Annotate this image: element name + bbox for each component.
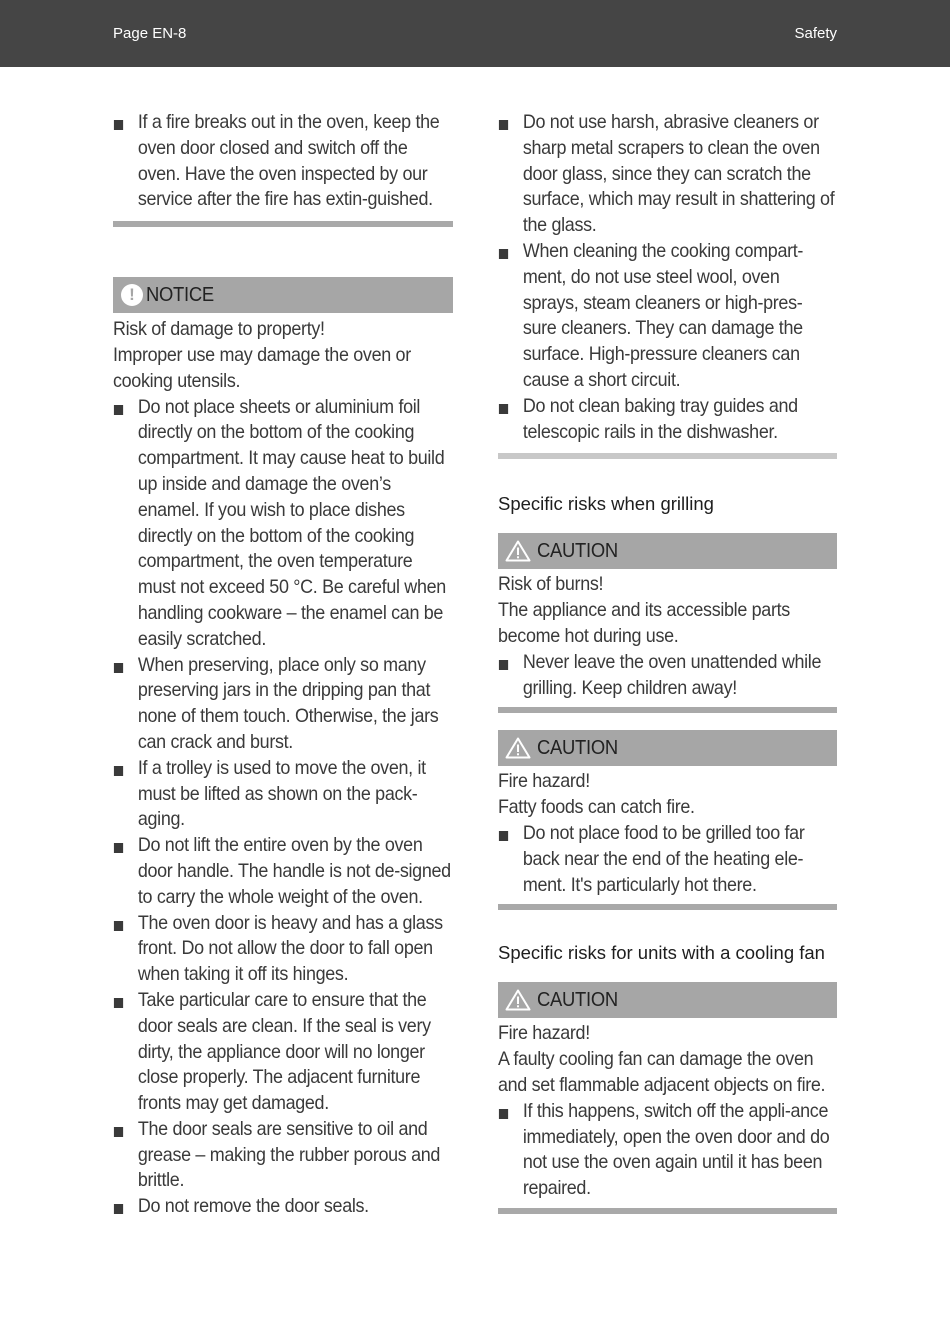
list-item: Do not clean baking tray guides and telescopic rails in the dishwasher. [498, 394, 835, 446]
page-number: Page EN-8 [113, 25, 187, 42]
list-item: Do not remove the door seals. [113, 1194, 451, 1220]
warning-triangle-icon [505, 540, 531, 562]
section-divider [498, 1208, 837, 1214]
caution-risk: Fire hazard! [498, 1022, 590, 1045]
section-divider [498, 904, 837, 910]
list-item: The oven door is heavy and has a glass front. Do not allow the door to fall open when taking it off its hinges. [113, 911, 451, 988]
section-divider [498, 453, 837, 459]
caution-banner [498, 982, 837, 1018]
caution-description: Fatty foods can catch fire. [498, 796, 695, 819]
caution-banner [498, 730, 837, 766]
list-item: When preserving, place only so many preserving jars in the dripping pan that none of them touch. Otherwise, the jars can crack and burst. [113, 653, 451, 756]
section-divider [498, 707, 837, 713]
caution-description: A faulty cooling fan can damage the oven and set flammable adjacent objects on fire. [498, 1048, 826, 1096]
page-header [0, 0, 950, 67]
list-item: If a trolley is used to move the oven, it must be lifted as shown on the pack-aging. [113, 756, 451, 833]
section-divider [113, 221, 453, 227]
left-column [113, 110, 453, 1220]
caution-label: CAUTION [537, 539, 618, 562]
notice-description: Improper use may damage the oven or cooking utensils. [113, 343, 411, 392]
list-item: Do not use harsh, abrasive cleaners or sharp metal scrapers to clean the oven door glass, since they can scratch the surface, which may result in shattering of the glass. [498, 110, 835, 239]
notice-banner [113, 277, 453, 313]
list-item: Do not lift the entire oven by the oven door handle. The handle is not de-signed to carry the whole weight of the oven. [113, 833, 451, 910]
bullet-list [498, 821, 835, 898]
bullet-list [113, 395, 451, 1221]
list-item: If a fire breaks out in the oven, keep the oven door closed and switch off the oven. Have the oven inspected by our service after the fire has extin-guished. [113, 110, 451, 213]
caution-risk: Fire hazard! [498, 770, 590, 793]
grilling-heading: Specific risks when grilling [498, 493, 714, 515]
warning-triangle-icon [505, 989, 531, 1011]
list-item: Do not place sheets or aluminium foil directly on the bottom of the cooking compartment. It may cause heat to build up inside and damage the oven’s enamel. If you wish to place dishes directly on the bottom of the cooking compartment, the oven temperature must not exceed 50 °C. Be careful when handling cookware – the enamel can be easily scratched. [113, 395, 451, 653]
list-item: If this happens, switch off the appli-ance immediately, open the oven door and do not use the oven again until it has been repaired. [498, 1099, 835, 1202]
caution-risk: Risk of burns! [498, 573, 604, 596]
list-item: Do not place food to be grilled too far back near the end of the heating ele-ment. It's particularly hot there. [498, 821, 835, 898]
notice-label: NOTICE [146, 283, 214, 306]
bullet-list [498, 650, 835, 702]
bullet-list [498, 110, 835, 445]
section-title: Safety [794, 25, 837, 42]
bullet-list [498, 1099, 835, 1202]
caution-label: CAUTION [537, 736, 618, 759]
list-item: Never leave the oven unattended while grilling. Keep children away! [498, 650, 835, 702]
list-item: The door seals are sensitive to oil and grease – making the rubber porous and brittle. [113, 1117, 451, 1194]
caution-label: CAUTION [537, 988, 618, 1011]
bullet-list [113, 110, 451, 213]
fan-heading: Specific risks for units with a cooling fan [498, 942, 825, 964]
caution-description: The appliance and its accessible parts become hot during use. [498, 599, 790, 647]
right-column [498, 110, 837, 1214]
caution-banner [498, 533, 837, 569]
exclamation-circle-icon: ! [121, 284, 143, 306]
list-item: When cleaning the cooking compart-ment, do not use steel wool, oven sprays, steam cleaners or high-pres-sure cleaners. They can damage the surface. High-pressure cleaners can cause a short circuit. [498, 239, 835, 394]
list-item: Take particular care to ensure that the door seals are clean. If the seal is very dirty, the appliance door will no longer close properly. The adjacent furniture fronts may get damaged. [113, 988, 451, 1117]
warning-triangle-icon [505, 737, 531, 759]
notice-risk: Risk of damage to property! [113, 318, 325, 341]
